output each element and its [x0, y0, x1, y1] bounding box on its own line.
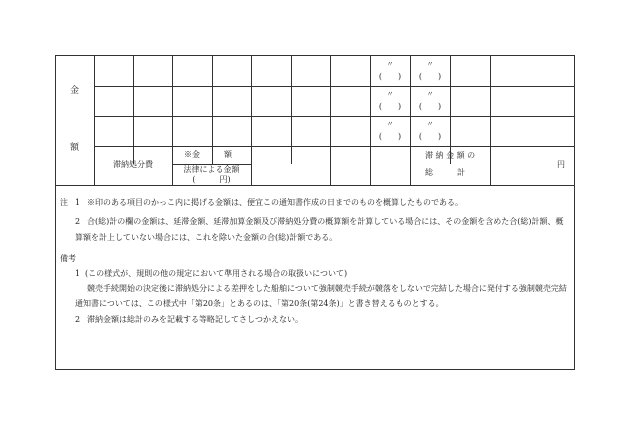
paren-blank: ( ) [378, 132, 402, 141]
table-line [212, 55, 213, 164]
ditto-mark: 〃 [386, 120, 394, 128]
paren-blank: ( ) [378, 102, 402, 111]
note-2-number: 2 [75, 217, 81, 226]
legal-amount-unit: ( 円) [192, 175, 231, 184]
notes-prefix: 注 [60, 198, 68, 207]
table-line [94, 116, 575, 117]
paren-blank: ( ) [418, 102, 442, 111]
note-1-text: ※印のある項目のかっこ内に掲げる金額は、便宜この通知書作成の日までのものを概算したものである。 [87, 198, 463, 207]
paren-blank: ( ) [418, 132, 442, 141]
table-line [94, 86, 575, 87]
amount-label: ※金 額 [184, 150, 232, 159]
yen-unit: 円 [557, 160, 565, 169]
remark-2-text: 滞納金額は総計のみを記載する等略記してさしつかえない。 [87, 315, 303, 324]
table-line [450, 55, 451, 164]
ditto-mark: 〃 [386, 60, 394, 68]
table-line [133, 55, 134, 164]
remarks-heading: 備考 [60, 254, 76, 263]
table-line [55, 185, 575, 186]
paren-blank: ( ) [418, 72, 442, 81]
penalty-label: 滞納処分費 [113, 160, 153, 169]
note-2-line1: 合(総)計の欄の金額は、延滞金額、延滞加算金額及び滞納処分費の概算額を計算している場合には、その金額を含めた合(総)計額、概 [87, 217, 564, 226]
total-label-line2: 総 計 [425, 168, 465, 177]
paren-blank: ( ) [378, 72, 402, 81]
remark-1-line2: 通知書については、この様式中「第20条」とあるのは、「第20条(第24条)」と書き替えるものとする。 [75, 299, 444, 308]
remark-1-number: 1 [75, 269, 81, 278]
table-line [330, 55, 331, 185]
ditto-mark: 〃 [386, 90, 394, 98]
table-line [490, 55, 491, 185]
remark-1-title: (この様式が、規則の他の規定において準用される場合の取扱いについて) [85, 269, 348, 278]
side-label-kin: 金 [70, 86, 80, 96]
remark-2-number: 2 [75, 315, 81, 324]
ditto-mark: 〃 [426, 120, 434, 128]
note-1-number: 1 [75, 198, 81, 207]
ditto-mark: 〃 [426, 60, 434, 68]
table-line [251, 55, 252, 185]
table-line [291, 55, 292, 164]
legal-amount-label: 法律による金額 [183, 165, 240, 174]
ditto-mark: 〃 [426, 90, 434, 98]
remark-1-line1: 競売手続開始の決定後に滞納処分による差押をした船舶について強制競売手続が競落をしないで完結した場合に発付する強制競売完結 [87, 284, 567, 293]
total-label-line1: 滞 納 金 額 の [425, 151, 476, 160]
side-label-gaku: 額 [70, 143, 80, 153]
table-line [94, 146, 575, 147]
note-2-line2: 算額を計上していない場合には、これを除いた金額の合(総)計額である。 [75, 233, 338, 242]
